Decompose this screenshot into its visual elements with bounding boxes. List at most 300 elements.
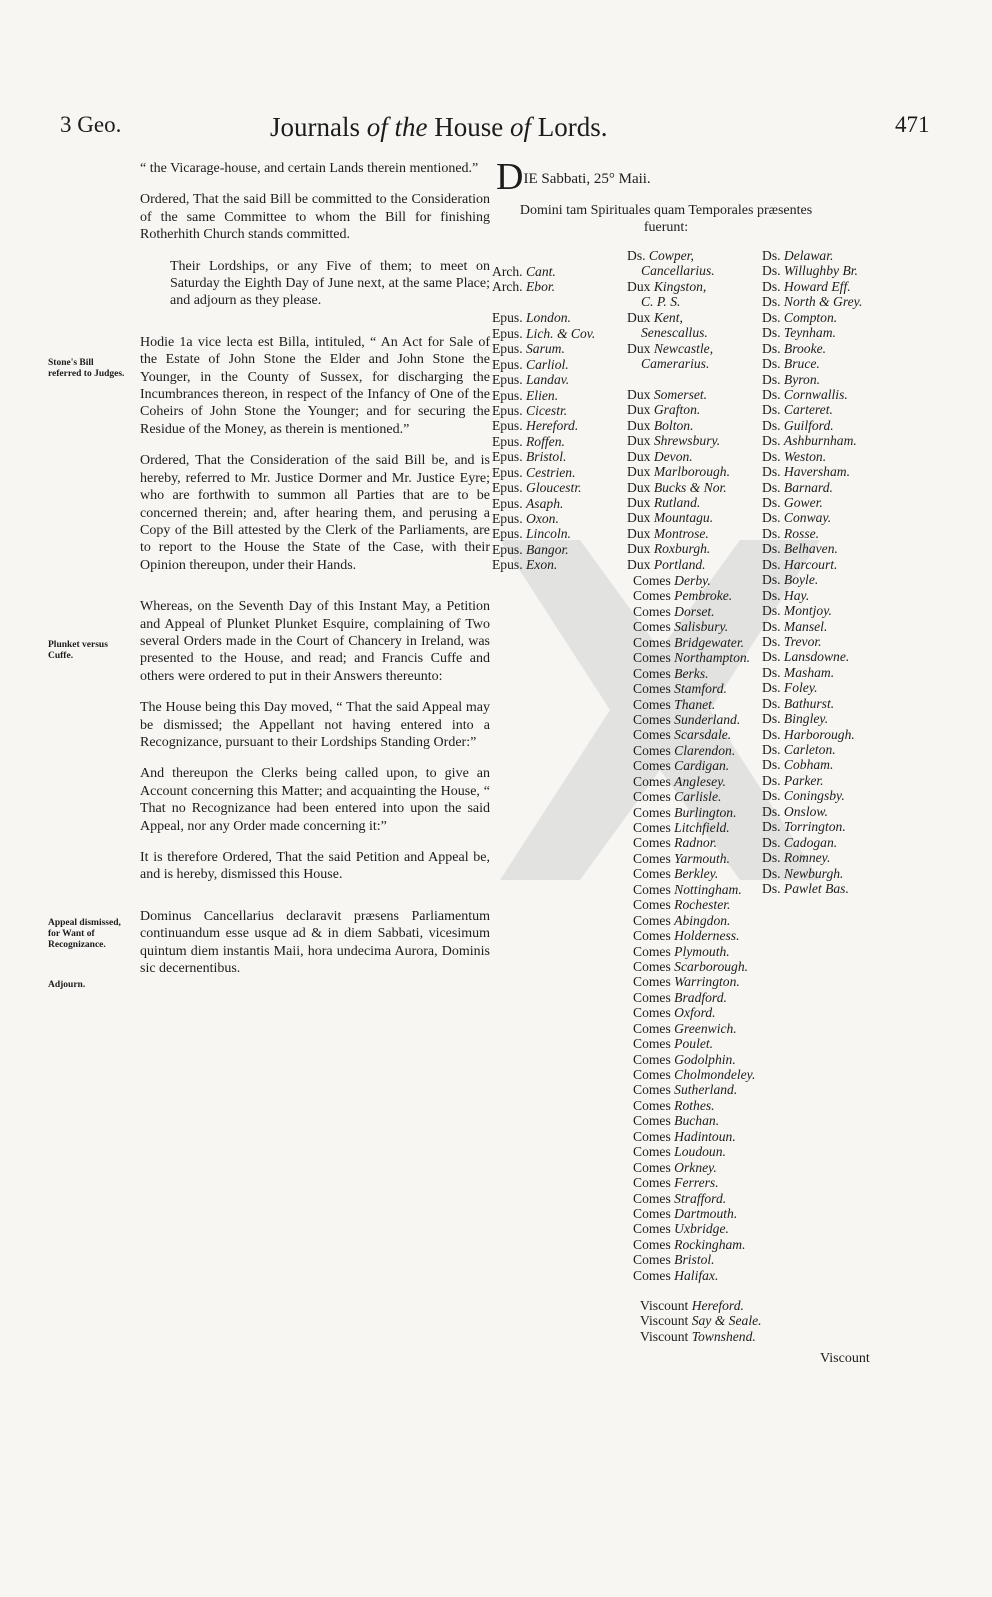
peer-entry [633, 820, 755, 835]
peer-entry [762, 372, 862, 387]
peer-entry [633, 959, 755, 974]
peer-name: Mountagu. [653, 510, 714, 526]
peer-name: Delawar. [783, 248, 834, 263]
peer-name: Cancellarius. [641, 263, 715, 279]
peer-title: Comes [633, 1067, 671, 1082]
peer-entry [492, 372, 595, 387]
peer-name: Cornwallis. [783, 386, 848, 402]
peer-name: Orkney. [674, 1159, 717, 1175]
peer-name: Elien. [526, 387, 559, 403]
peer-title: Ds. [762, 803, 781, 819]
peer-title: Ds. [762, 880, 781, 896]
peer-name: Lich. & Cov. [526, 325, 596, 341]
peer-name: Warrington. [674, 974, 740, 990]
peer-title: Comes [633, 958, 671, 974]
peer-name: Bruce. [783, 356, 820, 372]
peer-name: Parker. [783, 772, 824, 788]
peer-entry [492, 357, 595, 372]
peer-entry [633, 1098, 755, 1113]
peer-title: Comes [633, 850, 671, 866]
peer-entry [627, 418, 730, 433]
peer-title: Dux [627, 448, 651, 464]
peer-entry [640, 1329, 762, 1344]
peer-title: Viscount [640, 1313, 689, 1329]
peer-name: Montrose. [653, 525, 709, 541]
die-heading: DIE Sabbati, 25° Maii. [496, 156, 651, 198]
peer-name: Teynham. [783, 325, 836, 341]
peer-entry [633, 1052, 755, 1067]
peer-title: Dux [627, 340, 651, 356]
peer-name: Rosse. [783, 525, 820, 541]
peer-entry [633, 666, 755, 681]
peer-entry [627, 356, 730, 371]
peer-entry [633, 1021, 755, 1036]
peer-name: Northampton. [674, 650, 751, 666]
peer-name: Ashburnham. [783, 433, 857, 449]
paragraph: It is therefore Ordered, That the said Petition and Appeal be, and is hereby, dismissed this House. [140, 850, 490, 883]
peer-entry [492, 403, 595, 418]
peer-name: Berkley. [674, 866, 719, 882]
peer-name: Cestrien. [526, 464, 576, 480]
peer-name: Compton. [783, 309, 838, 325]
paragraph: Ordered, That the said Bill be committed to the Consideration of the same Committee to whom the Bill for finishing Rotherhith Church stands committed. [140, 192, 490, 243]
peer-title: Comes [633, 804, 671, 820]
peer-name: Onslow. [783, 803, 828, 819]
peer-entry [762, 325, 862, 340]
peer-title: Epus. [492, 495, 523, 511]
peer-entry [633, 835, 755, 850]
peer-entry [633, 1067, 755, 1082]
peer-name: Trevor. [783, 633, 822, 649]
peer-entry [633, 681, 755, 696]
earls-list [633, 573, 755, 1283]
peer-title: Comes [633, 835, 671, 851]
paragraph: Hodie 1a vice lecta est Billa, intituled, “ An Act for Sale of the Estate of John Stone the Elder and John Stone the Younger, in the County of Sussex, for discharging the Incumbrances thereon, in respect of the Infancy of One of the Coheirs of John Stone the Younger; and for securing the Residue of the Money, as therein is mentioned.” [140, 334, 490, 437]
peer-entry [492, 418, 595, 433]
peer-entry [627, 372, 730, 387]
peer-entry [762, 387, 862, 402]
peer-name: Weston. [783, 448, 827, 464]
peer-title: Epus. [492, 341, 523, 357]
peer-entry [762, 619, 862, 634]
peer-title: Ds. [762, 325, 781, 341]
peer-entry [762, 819, 862, 834]
peer-name: Rutland. [653, 495, 701, 510]
peer-entry [633, 866, 755, 881]
peer-name: Willughby Br. [783, 263, 858, 279]
peer-entry [762, 788, 862, 803]
peer-title: Ds. [762, 278, 781, 294]
peer-entry [762, 866, 862, 881]
peer-name: Romney. [783, 850, 831, 866]
peer-entry [762, 541, 862, 556]
peer-entry [492, 480, 595, 495]
peer-title: Epus. [492, 325, 523, 341]
peer-title: Comes [633, 1236, 671, 1252]
peer-entry [492, 310, 595, 325]
peer-title: Epus. [492, 433, 523, 449]
peer-entry [762, 449, 862, 464]
peer-title: Dux [627, 386, 651, 402]
peer-title: Comes [633, 727, 671, 743]
peer-name: Bristol. [674, 1252, 715, 1268]
peer-title: Comes [633, 573, 671, 588]
peer-entry [627, 402, 730, 417]
peer-title: Ds. [762, 788, 781, 804]
peer-title: Comes [633, 758, 671, 774]
peer-name: Sarum. [526, 341, 565, 357]
peer-name: Scarborough. [674, 958, 749, 974]
peer-entry [492, 264, 595, 279]
peer-title: Ds. [762, 448, 781, 464]
peer-name: Dorset. [674, 603, 715, 619]
peer-title: Ds. [762, 819, 781, 835]
peer-entry [762, 773, 862, 788]
peer-title: Ds. [762, 309, 781, 325]
peer-title: Dux [627, 495, 651, 510]
peer-name: Scarsdale. [674, 727, 732, 743]
peer-title: Dux [627, 278, 651, 294]
peer-name: Cardigan. [674, 758, 730, 774]
paragraph: The House being this Day moved, “ That the said Appeal may be dismissed; the Appellant not having entered into a Recognizance, pursuant to their Lordships Standing Order:” [140, 700, 490, 750]
peer-title: Ds. [762, 865, 781, 881]
peer-name: Rothes. [674, 1097, 715, 1113]
margin-note: Appeal dismissed, for Want of Recognizance. [48, 918, 121, 950]
peer-entry [633, 1221, 755, 1236]
peer-name: Litchfield. [674, 820, 730, 835]
peer-entry [627, 526, 730, 541]
peer-title: Comes [633, 696, 671, 712]
peer-entry [627, 449, 730, 464]
peer-entry [762, 804, 862, 819]
peer-name: Holderness. [674, 928, 740, 944]
peer-entry [492, 511, 595, 526]
peer-title: Dux [627, 402, 651, 418]
peer-name: Hay. [783, 587, 810, 603]
peer-title: Ds. [762, 541, 781, 557]
peer-entry [633, 1175, 755, 1190]
peer-entry [762, 742, 862, 757]
peer-name: London. [526, 310, 571, 326]
peer-name: Yarmouth. [674, 850, 730, 866]
peer-entry [762, 402, 862, 417]
peer-title: Dux [627, 464, 651, 480]
peer-title: Epus. [492, 464, 523, 480]
peer-title: Comes [633, 1144, 671, 1160]
peer-name: Pawlet Bas. [783, 880, 849, 896]
peer-title: Ds. [762, 850, 781, 866]
peer-name: Dartmouth. [674, 1205, 738, 1221]
peer-name: North & Grey. [783, 294, 863, 310]
peer-entry [762, 263, 862, 278]
peer-entry [633, 974, 755, 989]
peer-entry [627, 495, 730, 510]
catchword: Viscount [820, 1351, 870, 1366]
peer-title: Epus. [492, 541, 523, 557]
peer-name: Radnor. [674, 835, 717, 851]
peer-entry [633, 588, 755, 603]
peer-title: Ds. [762, 248, 781, 263]
peer-title: Epus. [492, 557, 523, 573]
peer-name: Coningsby. [783, 788, 845, 804]
peer-title: Ds. [762, 711, 781, 727]
peer-name: Sutherland. [674, 1082, 738, 1098]
peer-title: Ds. [762, 742, 781, 757]
peer-entry [492, 526, 595, 541]
peer-entry [492, 326, 595, 341]
peer-name: Marlborough. [653, 464, 730, 480]
paragraph: And thereupon the Clerks being called upon, to give an Account concerning this Matter; and acquainting the House, “ That no Recognizance had been entered into upon the said Appeal, nor any Order made concerning it:” [140, 766, 490, 834]
peer-title: Ds. [762, 757, 781, 773]
peer-title: Ds. [762, 464, 781, 480]
peer-title: Comes [633, 881, 671, 897]
peer-entry [762, 711, 862, 726]
peer-entry [762, 572, 862, 587]
peer-title: Ds. [762, 433, 781, 449]
peer-name: Bristol. [526, 449, 567, 465]
peer-name: Derby. [674, 573, 711, 588]
peer-entry [627, 464, 730, 479]
peer-name: Roffen. [526, 433, 565, 449]
peer-name: Nottingham. [674, 881, 742, 897]
peer-entry [633, 789, 755, 804]
peer-title: Ds. [762, 510, 781, 526]
peer-entry [762, 356, 862, 371]
peer-entry [492, 542, 595, 557]
peer-title: Comes [633, 681, 671, 697]
peer-entry [762, 680, 862, 695]
peer-name: Harcourt. [783, 556, 838, 572]
peer-entry [627, 325, 730, 340]
peer-entry [627, 541, 730, 556]
peer-name: Oxon. [526, 511, 559, 526]
peer-name: Uxbridge. [674, 1221, 729, 1237]
peer-entry [762, 588, 862, 603]
peer-entry [633, 805, 755, 820]
paragraph: Ordered, That the Consideration of the said Bill be, and is hereby, referred to Mr. Justice Dormer and Mr. Justice Eyre; who are forthwith to summon all Parties that are to be concerned therein; and, after hearing them, and perusing a Copy of the Bill attested by the Clerk of the Parliaments, are to report to the House the State of the Case, with their Opinion thereupon, under their Hands. [140, 453, 490, 573]
peer-entry [762, 603, 862, 618]
peer-title: Arch. [492, 279, 523, 295]
peer-name: Landav. [526, 372, 570, 388]
peer-title: Dux [627, 433, 651, 449]
peer-entry [633, 1005, 755, 1020]
peer-entry [492, 279, 595, 294]
peer-entry [492, 496, 595, 511]
margin-note: Adjourn. [48, 980, 86, 990]
peer-entry [640, 1298, 762, 1313]
peer-title: Ds. [762, 618, 781, 634]
peer-entry [633, 650, 755, 665]
paragraph: Whereas, on the Seventh Day of this Instant May, a Petition and Appeal of Plunket Plunket Esquire, complaining of Two several Orders made in the Court of Chancery in Ireland, was presented to the House, and read; and Francis Cuffe and others were ordered to put in their Answers thereunto: [140, 599, 490, 684]
peer-title: Ds. [762, 726, 781, 742]
peer-title: Ds. [762, 633, 781, 649]
peer-name: Clarendon. [674, 742, 736, 758]
peer-name: Shrewsbury. [653, 433, 721, 449]
peer-entry [627, 433, 730, 448]
peer-name: Brooke. [783, 340, 827, 356]
peer-entry [762, 480, 862, 495]
peer-title: Comes [633, 1205, 671, 1221]
peer-name: Hadintoun. [674, 1128, 736, 1144]
peer-name: Thanet. [674, 696, 716, 712]
peer-name: Camerarius. [641, 356, 710, 372]
peer-name: Rockingham. [674, 1236, 746, 1252]
peer-entry [633, 1160, 755, 1175]
paragraph: Dominus Cancellarius declaravit præsens Parliamentum continuandum esse usque ad & in diem Sabbati, vicesimum quintum diem instantis Maii, hora undecima Aurora, Dominis sic decernentibus. [140, 908, 490, 977]
peer-entry [640, 1313, 762, 1328]
peer-entry [633, 990, 755, 1005]
peer-name: Somerset. [653, 386, 708, 402]
viscounts-list [640, 1298, 762, 1344]
peer-title: Comes [633, 1020, 671, 1036]
peer-title: Comes [633, 989, 671, 1005]
peer-name: Halifax. [674, 1267, 719, 1283]
peer-name: Belhaven. [783, 541, 838, 557]
peer-name: Barnard. [783, 479, 833, 495]
peer-title: Ds. [762, 417, 781, 433]
domini-heading: Domini tam Spirituales quam Temporales præsentes fuerunt: [519, 203, 813, 235]
peer-entry [762, 665, 862, 680]
peer-entry [492, 465, 595, 480]
peer-name: Cicestr. [526, 402, 568, 418]
peer-name: Bathurst. [783, 695, 835, 711]
peer-entry [633, 1129, 755, 1144]
peer-name: Greenwich. [674, 1020, 737, 1036]
peer-entry [633, 774, 755, 789]
peer-name: Gloucestr. [526, 480, 582, 496]
peer-title: Viscount [640, 1328, 689, 1344]
peer-entry [633, 913, 755, 928]
peer-name: Anglesey. [674, 773, 726, 789]
peer-title: Comes [633, 1221, 671, 1237]
peer-title: Ds. [762, 664, 781, 680]
peer-entry [633, 573, 755, 588]
peer-entry [762, 279, 862, 294]
peer-title: Comes [633, 588, 671, 604]
peer-name: Bridgewater. [674, 634, 745, 650]
peer-title: Ds. [627, 248, 646, 263]
peer-name: Bucks & Nor. [653, 479, 727, 495]
peer-entry [633, 712, 755, 727]
peer-name: Montjoy. [783, 603, 832, 619]
peer-name: Cant. [525, 264, 556, 279]
officers-dukes-list [627, 248, 730, 572]
peer-title: Epus. [492, 511, 523, 526]
peer-name: Cowper, [648, 248, 694, 263]
peer-name: Lansdowne. [783, 649, 850, 665]
peer-name: Loudoun. [674, 1144, 726, 1160]
peer-title: Comes [633, 912, 671, 928]
peer-title: Comes [633, 742, 671, 758]
left-column [140, 160, 490, 991]
peer-entry [633, 1113, 755, 1128]
paragraph: “ the Vicarage-house, and certain Lands therein mentioned.” [140, 161, 479, 176]
peer-title: Comes [633, 1175, 671, 1191]
peer-entry [633, 727, 755, 742]
peer-entry [762, 850, 862, 865]
peer-name: Mansel. [783, 618, 828, 634]
peer-title: Epus. [492, 526, 523, 542]
peer-title: Ds. [762, 479, 781, 495]
peer-entry [633, 604, 755, 619]
peer-name: Carlisle. [674, 789, 722, 805]
peer-name: Townshend. [691, 1328, 756, 1344]
peer-entry [492, 449, 595, 464]
peer-title: Comes [633, 866, 671, 882]
peer-title: Ds. [762, 402, 781, 418]
peer-title: Ds. [762, 495, 781, 510]
peer-entry [762, 757, 862, 772]
peer-name: Plymouth. [674, 943, 730, 959]
peer-name: Bradford. [674, 989, 727, 1005]
header-session: 3 Geo. [60, 112, 122, 137]
peer-entry [762, 526, 862, 541]
peer-name: Newcastle, [653, 340, 714, 356]
peer-entry [627, 263, 730, 278]
peer-entry [633, 851, 755, 866]
peer-name: Ebor. [525, 279, 556, 295]
peer-entry [627, 510, 730, 525]
peer-name: Gower. [783, 495, 823, 510]
peer-entry [762, 649, 862, 664]
peer-title: Ds. [762, 356, 781, 372]
peer-title: Ds. [762, 263, 781, 279]
peer-entry [627, 387, 730, 402]
peer-name: Burlington. [674, 804, 737, 820]
peer-entry [633, 758, 755, 773]
peer-title: Ds. [762, 340, 781, 356]
peer-title: Ds. [762, 572, 781, 588]
peer-name: Kent, [653, 309, 683, 325]
peer-entry [633, 619, 755, 634]
peer-entry [492, 388, 595, 403]
peer-title: Comes [633, 1267, 671, 1283]
peer-name: Lincoln. [526, 526, 571, 542]
peer-entry [627, 248, 730, 263]
peer-title: Ds. [762, 525, 781, 541]
peer-entry [633, 1237, 755, 1252]
peer-title: Ds. [762, 294, 781, 310]
peer-name: Hereford. [691, 1298, 744, 1313]
peer-entry [492, 341, 595, 356]
peer-name: Buchan. [674, 1113, 720, 1129]
bishops-list [492, 264, 595, 573]
peer-title: Comes [633, 1128, 671, 1144]
peer-name: Torrington. [783, 819, 846, 835]
peer-entry [633, 635, 755, 650]
peer-title: Ds. [762, 371, 781, 387]
peer-name: Masham. [783, 664, 835, 680]
peer-entry [762, 696, 862, 711]
peer-title: Comes [633, 634, 671, 650]
peer-entry [762, 727, 862, 742]
peer-name: Oxford. [674, 1005, 716, 1021]
peer-entry [627, 341, 730, 356]
peer-title: Comes [633, 773, 671, 789]
peer-entry [762, 464, 862, 479]
peer-title: Dux [627, 417, 651, 433]
peer-entry [762, 433, 862, 448]
peer-name: Hereford. [526, 418, 579, 434]
peer-title: Comes [633, 1159, 671, 1175]
peer-entry [633, 1036, 755, 1051]
peer-name: Exon. [526, 557, 558, 573]
peer-entry [762, 310, 862, 325]
peer-entry [633, 1144, 755, 1159]
peer-name: Newburgh. [783, 865, 844, 881]
peer-name: Rochester. [674, 897, 731, 913]
peer-title: Comes [633, 1005, 671, 1021]
